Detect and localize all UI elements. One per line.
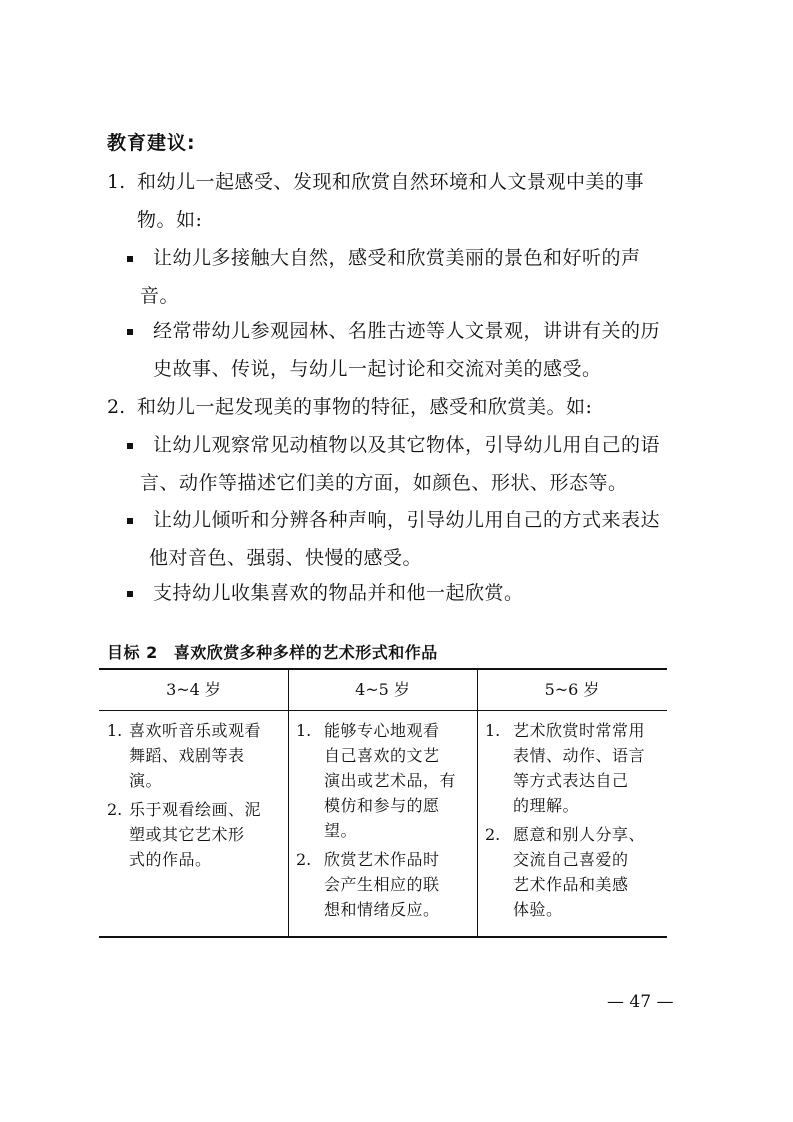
bullet-item: [127, 313, 687, 389]
cell-entry: [485, 822, 663, 922]
entry-number: 1.: [296, 721, 312, 740]
goal-label: 目标 2: [107, 643, 158, 662]
entry-line: 舞蹈、戏剧等表: [129, 746, 245, 765]
list-text-line: 和幼儿一起发现美的事物的特征，感受和欣赏美。如:: [137, 396, 593, 418]
bullet-square-icon: [127, 443, 133, 449]
entry-line: 等方式表达自己: [513, 771, 629, 790]
bullet-item: [127, 240, 687, 316]
bullet-text-line: 让幼儿倾听和分辨各种声响，引导幼儿用自己的方式来表达: [153, 509, 661, 531]
bullet-text-line: 他对音色、强弱、快慢的感受。: [149, 547, 423, 569]
list-item: [107, 164, 687, 236]
bullet-item: [127, 575, 687, 611]
entry-line: 想和情绪反应。: [324, 900, 440, 919]
entry-line: 交流自己喜爱的: [513, 850, 629, 869]
goal-text: 喜欢欣赏多种多样的艺术形式和作品: [173, 643, 438, 662]
entry-line: 欣赏艺术作品时: [324, 850, 440, 869]
entry-number: 1.: [107, 721, 123, 740]
entry-line: 愿意和别人分享、: [513, 825, 646, 844]
bullet-square-icon: [127, 518, 133, 524]
cell-entry: [485, 718, 663, 818]
table-cell: [296, 718, 472, 926]
entry-line: 表情、动作、语言: [513, 746, 646, 765]
table-cell: [485, 718, 663, 926]
entry-number: 2.: [296, 850, 312, 869]
entry-number: 2.: [107, 800, 123, 819]
entry-line: 喜欢听音乐或观看: [129, 721, 262, 740]
bullet-square-icon: [127, 256, 133, 262]
entry-line: 演出或艺术品，有: [324, 771, 457, 790]
section-heading: 教育建议:: [107, 132, 196, 154]
list-text-line: 和幼儿一起感受、发现和欣赏自然环境和人文景观中美的事: [137, 171, 645, 193]
bullet-square-icon: [127, 329, 133, 335]
list-number: 1.: [107, 171, 126, 193]
entry-line: 望。: [324, 821, 358, 840]
list-item: [107, 389, 687, 425]
table-header-cell: 4~5 岁: [355, 680, 410, 699]
bullet-text-line: 音。: [140, 285, 180, 307]
entry-line: 的理解。: [513, 796, 580, 815]
bullet-text-line: 让幼儿观察常见动植物以及其它物体，引导幼儿用自己的语: [153, 434, 661, 456]
entry-line: 自己喜欢的文艺: [324, 746, 440, 765]
table-header-cell: 5~6 岁: [544, 680, 600, 699]
entry-number: 2.: [485, 825, 501, 844]
entry-line: 塑或其它艺术形: [129, 825, 245, 844]
table-cell: [107, 718, 283, 876]
list-text-line: 物。如:: [137, 209, 203, 231]
bullet-square-icon: [127, 591, 133, 597]
entry-line: 式的作品。: [129, 850, 212, 869]
bullet-item: [127, 427, 687, 503]
cell-entry: [296, 718, 472, 843]
cell-entry: [296, 847, 472, 922]
bullet-text-line: 言、动作等描述它们美的方面，如颜色、形状、形态等。: [140, 472, 628, 494]
table-header-cell: 3~4 岁: [166, 680, 221, 699]
bullet-item: [127, 502, 687, 578]
cell-entry: [107, 797, 283, 872]
entry-line: 乐于观看绘画、泥: [129, 800, 262, 819]
entry-line: 演。: [129, 771, 163, 790]
cell-entry: [107, 718, 283, 793]
bullet-text-line: 经常带幼儿参观园林、名胜古迹等人文景观，讲讲有关的历: [153, 320, 661, 342]
entry-number: 1.: [485, 721, 501, 740]
table-header-row: [99, 670, 667, 711]
page-number: — 47 —: [607, 992, 674, 1012]
entry-line: 艺术作品和美感: [513, 875, 629, 894]
age-goal-table: [99, 668, 667, 938]
entry-line: 体验。: [513, 900, 563, 919]
entry-line: 会产生相应的联: [324, 875, 440, 894]
entry-line: 艺术欣赏时常常用: [513, 721, 646, 740]
bullet-text-line: 史故事、传说，与幼儿一起讨论和交流对美的感受。: [153, 358, 602, 380]
bullet-text-line: 让幼儿多接触大自然，感受和欣赏美丽的景色和好听的声: [153, 247, 641, 269]
column-divider: [288, 670, 289, 936]
goal-title: [107, 640, 438, 663]
entry-line: 模仿和参与的愿: [324, 796, 440, 815]
list-number: 2.: [107, 396, 126, 418]
column-divider: [477, 670, 478, 936]
bullet-text-line: 支持幼儿收集喜欢的物品并和他一起欣赏。: [153, 582, 524, 604]
entry-line: 能够专心地观看: [324, 721, 440, 740]
